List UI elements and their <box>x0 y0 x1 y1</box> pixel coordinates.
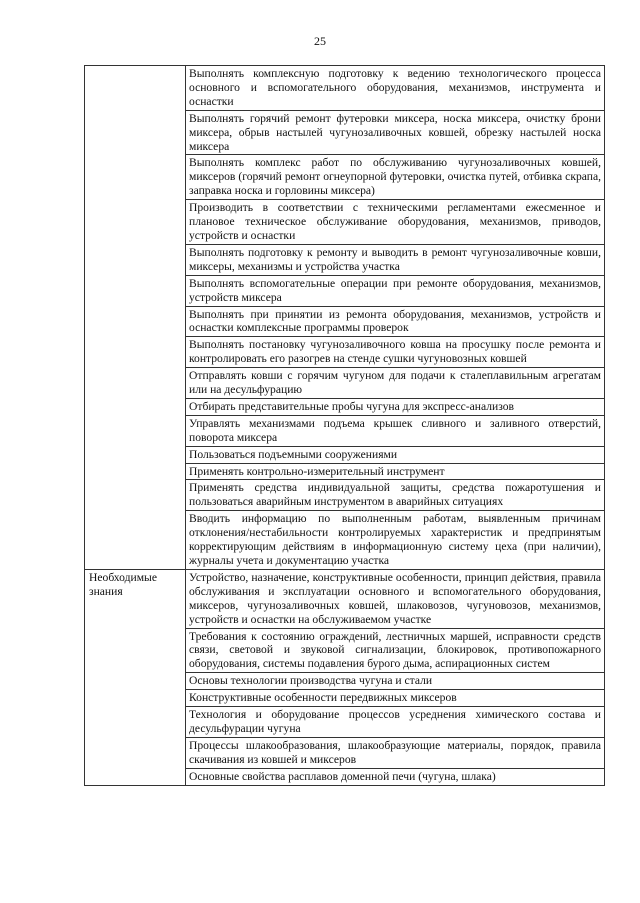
table-row <box>85 66 605 111</box>
skills-item: Применять контрольно-измерительный инструмент <box>186 463 605 480</box>
skills-item: Отправлять ковши с горячим чугуном для подачи к сталеплавильным агрегатам или на десульфурацию <box>186 368 605 399</box>
skills-item: Производить в соответствии с техническими регламентами ежесменное и плановое техническое обслуживание оборудования, механизмов, приводов, устройств и оснастки <box>186 200 605 245</box>
knowledge-item: Основы технологии производства чугуна и стали <box>186 673 605 690</box>
skills-section-label <box>85 66 186 570</box>
skills-item: Выполнять вспомогательные операции при ремонте оборудования, механизмов, устройств миксера <box>186 275 605 306</box>
knowledge-section-label: Необходимые знания <box>85 569 186 785</box>
knowledge-item: Основные свойства расплавов доменной печи (чугуна, шлака) <box>186 768 605 785</box>
page-number: 25 <box>314 34 326 48</box>
skills-item: Вводить информацию по выполненным работам, выявленным причинам отклонения/нестабильности контролируемых характеристик и предпринятым корректирующим действиям в информационную систему цеха (при наличии), журналы учета и документацию участка <box>186 511 605 570</box>
skills-item: Выполнять комплексную подготовку к ведению технологического процесса основного и вспомогательного оборудования, механизмов, инструмента и оснастки <box>186 66 605 111</box>
skills-item: Выполнять постановку чугунозаливочного ковша на просушку после ремонта и контролировать его разогрев на стенде сушки чугуновозных ковшей <box>186 337 605 368</box>
skills-item: Пользоваться подъемными сооружениями <box>186 446 605 463</box>
skills-item: Применять средства индивидуальной защиты, средства пожаротушения и пользоваться аварийным инструментом в аварийных ситуациях <box>186 480 605 511</box>
skills-item: Выполнять горячий ремонт футеровки миксера, носка миксера, очистку брони миксера, обрыв настылей чугунозаливочных ковшей, обрезку настылей носка миксера <box>186 110 605 155</box>
competency-table <box>84 65 605 786</box>
skills-item: Выполнять подготовку к ремонту и выводить в ремонт чугунозаливочные ковши, миксеры, механизмы и устройства участка <box>186 244 605 275</box>
knowledge-item: Конструктивные особенности передвижных миксеров <box>186 690 605 707</box>
table-row <box>85 569 605 628</box>
skills-item: Выполнять комплекс работ по обслуживанию чугунозаливочных ковшей, миксеров (горячий ремонт огнеупорной футеровки, очистка путей, отбивка скрапа, заправка носка и горловины миксера) <box>186 155 605 200</box>
knowledge-item: Требования к состоянию ограждений, лестничных маршей, исправности средств связи, световой и звуковой сигнализации, блокировок, противопожарного оборудования, системы подавления бурого дыма, аспирационных систем <box>186 628 605 673</box>
knowledge-item: Устройство, назначение, конструктивные особенности, принцип действия, правила обслуживания и эксплуатации основного и вспомогательного оборудования, миксеров, чугунозаливочных ковшей, шлаковозов, чугуновозов, механизмов, устройств и оснастки на обслуживаемом участке <box>186 569 605 628</box>
skills-item: Управлять механизмами подъема крышек сливного и заливного отверстий, поворота миксера <box>186 415 605 446</box>
knowledge-item: Процессы шлакообразования, шлакообразующие материалы, порядок, правила скачивания из ковшей и миксеров <box>186 737 605 768</box>
knowledge-item: Технология и оборудование процессов усреднения химического состава и десульфурации чугуна <box>186 707 605 738</box>
skills-item: Выполнять при принятии из ремонта оборудования, механизмов, устройств и оснастки комплексные программы проверок <box>186 306 605 337</box>
skills-item: Отбирать представительные пробы чугуна для экспресс-анализов <box>186 398 605 415</box>
